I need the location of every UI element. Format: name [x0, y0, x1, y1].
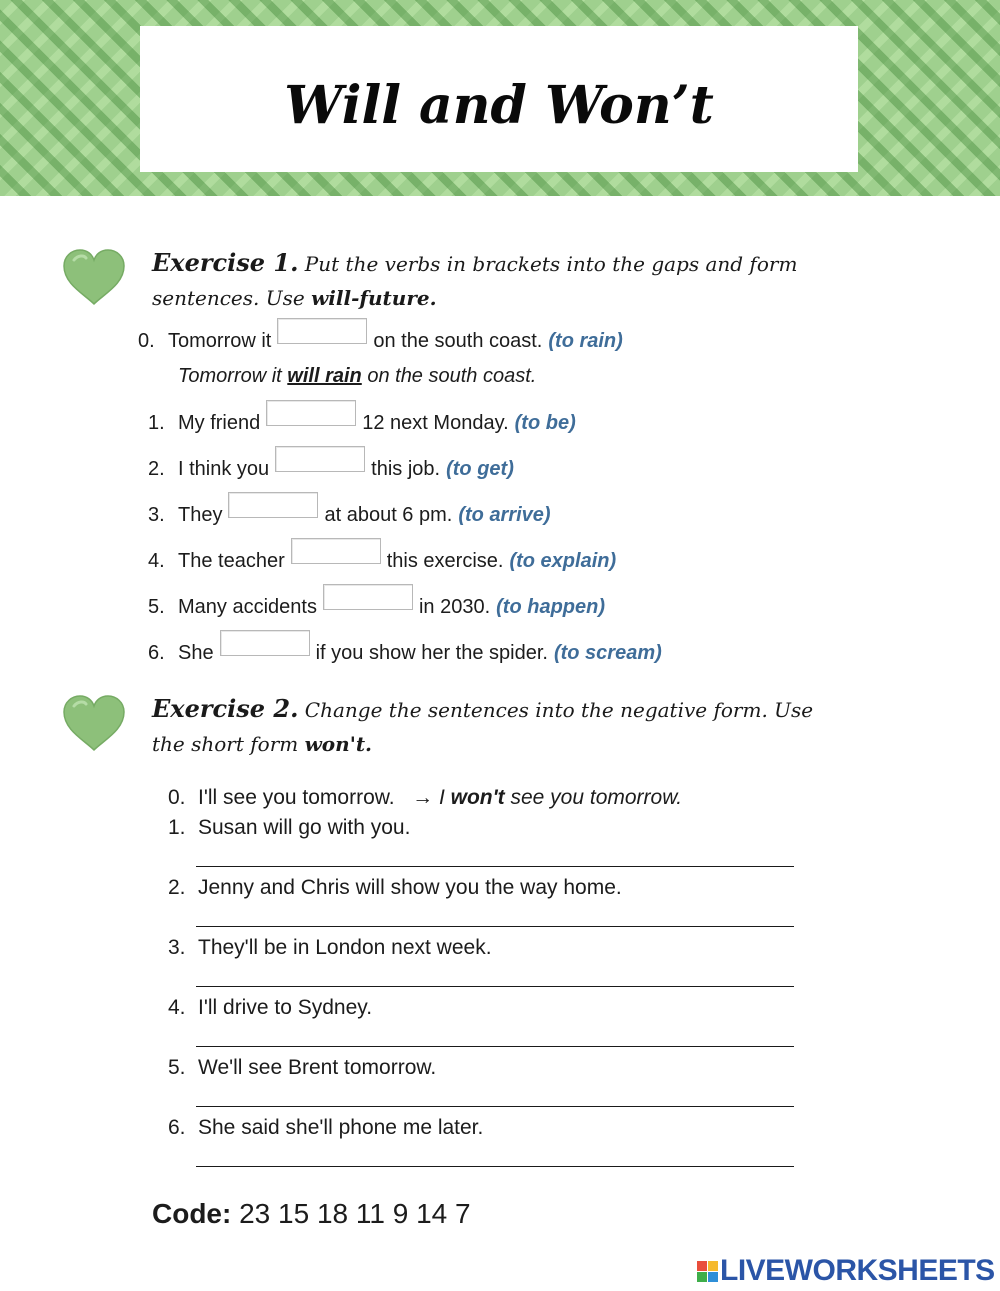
item-number: 4. [148, 550, 165, 572]
exercise1-instruction-bold: will-future. [311, 286, 437, 310]
answer-end: see you tomorrow. [510, 786, 683, 809]
sentence-end: in 2030. [418, 596, 491, 618]
answer-line-6[interactable] [196, 1166, 794, 1167]
answer-line-1[interactable] [196, 866, 794, 867]
item-number: 6. [148, 642, 165, 664]
exercise1-label: Exercise 1. [152, 248, 299, 277]
answer-start: Tomorrow it [178, 365, 282, 387]
exercise2-item-6 [168, 1116, 868, 1140]
verb-hint: (to happen) [496, 596, 606, 618]
item-number: 0. [138, 330, 155, 352]
exercise1-example-row [138, 328, 623, 354]
answer-line-4[interactable] [196, 1046, 794, 1047]
answer-verb: will rain [287, 365, 362, 387]
verb-hint: (to be) [514, 412, 576, 434]
item-sentence: Susan will go with you. [198, 816, 411, 839]
sentence-start: The teacher [178, 550, 285, 572]
exercise2-label: Exercise 2. [152, 694, 299, 723]
answer-bold: won't [450, 786, 505, 809]
brand-name: LIVEWORKSHEETS [720, 1254, 995, 1287]
item-number: 2. [168, 876, 186, 899]
heart-icon [62, 248, 126, 306]
sentence-end: if you show her the spider. [315, 642, 548, 664]
answer-start: I [438, 786, 445, 809]
example-sentence: I'll see you tomorrow. [198, 786, 395, 809]
exercise1-item-6 [148, 640, 662, 666]
answer-gap-1[interactable] [266, 400, 356, 426]
item-number: 5. [148, 596, 165, 618]
arrow-icon: → [412, 786, 434, 809]
item-number: 1. [168, 816, 186, 839]
sentence-start: Many accidents [178, 596, 317, 618]
item-sentence: We'll see Brent tomorrow. [198, 1056, 437, 1079]
title-box [140, 26, 858, 172]
item-number: 3. [168, 936, 186, 959]
item-number: 2. [148, 458, 165, 480]
answer-gap-0[interactable] [277, 318, 367, 344]
sentence-start: I think you [178, 458, 270, 480]
exercise1-item-4 [148, 548, 616, 574]
exercise1-item-2 [148, 456, 514, 482]
exercise2-heading [152, 692, 852, 761]
sentence-end: at about 6 pm. [324, 504, 453, 526]
answer-line-3[interactable] [196, 986, 794, 987]
item-sentence: Jenny and Chris will show you the way home. [198, 876, 622, 899]
item-number: 0. [168, 786, 186, 809]
answer-gap-3[interactable] [228, 492, 318, 518]
item-number: 1. [148, 412, 165, 434]
code-label: Code: [152, 1198, 232, 1229]
code-value: 23 15 18 11 9 14 7 [239, 1198, 471, 1229]
item-sentence: I'll drive to Sydney. [198, 996, 373, 1019]
item-number: 6. [168, 1116, 186, 1139]
verb-hint: (to rain) [548, 330, 623, 352]
sentence-start: Tomorrow it [168, 330, 272, 352]
verb-hint: (to get) [446, 458, 514, 480]
item-number: 3. [148, 504, 165, 526]
example-content [198, 786, 682, 810]
sentence-start: They [178, 504, 223, 526]
answer-gap-6[interactable] [220, 630, 310, 656]
exercise2-item-5 [168, 1056, 868, 1080]
answer-gap-4[interactable] [291, 538, 381, 564]
page-title: Will and Won’t [284, 75, 714, 136]
item-sentence: She said she'll phone me later. [198, 1116, 484, 1139]
heart-icon [62, 694, 126, 752]
sentence-start: My friend [178, 412, 261, 434]
sentence-end: on the south coast. [373, 330, 543, 352]
verb-hint: (to scream) [553, 642, 662, 664]
sentence-end: this exercise. [386, 550, 504, 572]
exercise2-item-1 [168, 816, 868, 840]
exercise2-item-2 [168, 876, 868, 900]
exercise2-item-3 [168, 936, 868, 960]
brand-logo [697, 1254, 995, 1288]
answer-gap-2[interactable] [275, 446, 365, 472]
exercise2-instruction-bold: won't. [304, 732, 373, 756]
answer-line-5[interactable] [196, 1106, 794, 1107]
exercise2-instruction: Change the sentences into the negative form. Use the short form [152, 698, 814, 756]
item-number: 4. [168, 996, 186, 1019]
exercise1-item-3 [148, 502, 551, 528]
exercise1-item-1 [148, 410, 576, 436]
exercise1-heading [152, 246, 852, 315]
sentence-end: 12 next Monday. [362, 412, 509, 434]
answer-gap-5[interactable] [323, 584, 413, 610]
answer-end: on the south coast. [367, 365, 537, 387]
exercise2-item-4 [168, 996, 868, 1020]
header-banner [0, 0, 1000, 196]
item-sentence: They'll be in London next week. [198, 936, 492, 959]
exercise1-instruction: Put the verbs in brackets into the gaps and form sentences. Use [152, 252, 798, 310]
answer-line-2[interactable] [196, 926, 794, 927]
code-line [152, 1198, 471, 1230]
item-number: 5. [168, 1056, 186, 1079]
sentence-end: this job. [371, 458, 441, 480]
exercise1-example-answer [178, 365, 536, 388]
exercise1-item-5 [148, 594, 605, 620]
verb-hint: (to arrive) [458, 504, 551, 526]
sentence-start: She [178, 642, 214, 664]
exercise2-example-row [168, 786, 868, 810]
verb-hint: (to explain) [509, 550, 617, 572]
brand-blocks-icon [697, 1261, 718, 1282]
